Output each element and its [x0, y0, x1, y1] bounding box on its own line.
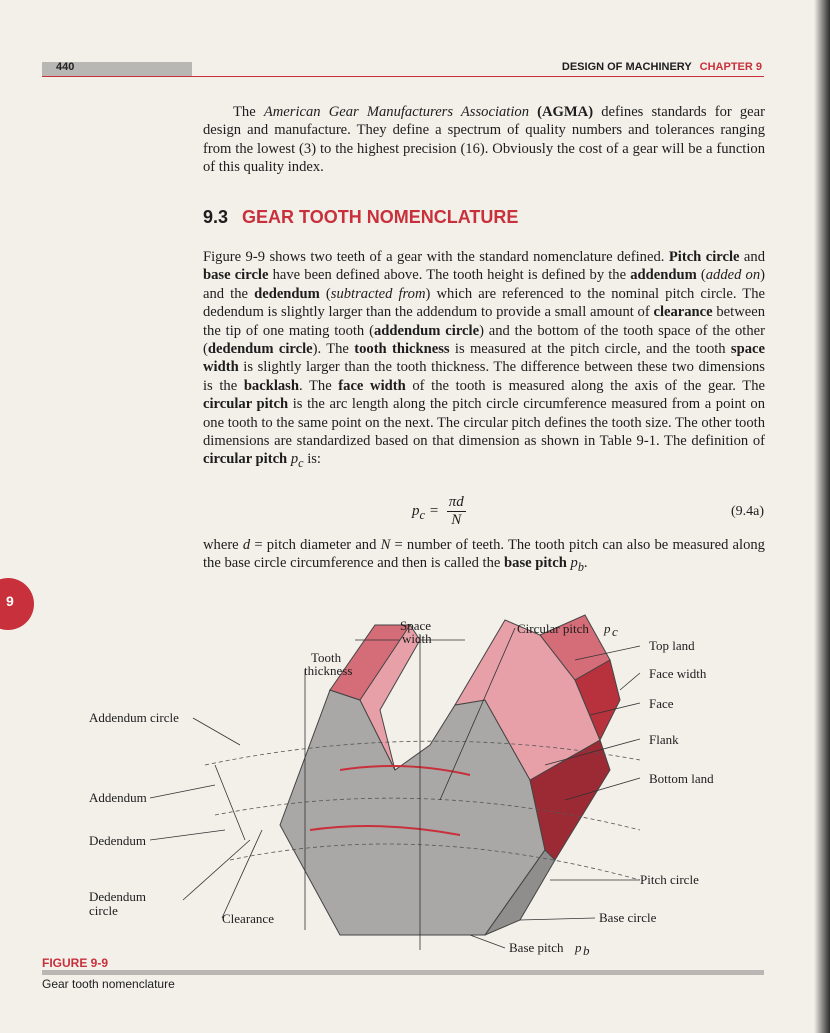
text-run: b — [577, 560, 584, 575]
text-run: Figure 9-9 shows two teeth of a gear with the standard nomenclature defined. — [203, 249, 669, 265]
text-run: Pitch circle — [668, 249, 740, 265]
text-run: of the tooth is measured along the axis of the gear. The — [405, 377, 765, 394]
text-run: dedendum circle — [207, 341, 313, 358]
label-circular-pitch-sym: p — [604, 621, 611, 636]
label-dedendum-circle-2: circle — [89, 903, 118, 918]
chapter-tab-number: 9 — [6, 593, 14, 609]
text-run: ( — [319, 285, 331, 302]
text-run: and — [739, 249, 765, 265]
text-run: tooth thickness — [354, 341, 450, 358]
label-flank: Flank — [649, 732, 679, 747]
label-dedendum: Dedendum — [89, 833, 147, 848]
text-run: dedendum — [254, 285, 320, 302]
label-tooth-thickness-1: Tooth — [311, 650, 342, 665]
text-run: is slightly larger than the tooth thickness. The difference between these two dimensions is the — [203, 359, 765, 394]
figure-caption: Gear tooth nomenclature — [42, 977, 175, 991]
text-run: face width — [338, 377, 406, 394]
eq-lhs: p — [412, 502, 420, 519]
label-face: Face — [649, 696, 674, 711]
eq-lhs-sub: c — [419, 507, 426, 522]
label-addendum-circle: Addendum circle — [89, 710, 179, 725]
text-run: p — [290, 451, 299, 468]
text-run: between the tip of one mating tooth ( — [203, 304, 765, 339]
running-head-title: DESIGN OF MACHINERY — [561, 61, 692, 73]
equation-number: (9.4a) — [730, 504, 764, 519]
intro-abbrev: (AGMA) — [537, 104, 594, 120]
label-bottom-land: Bottom land — [649, 771, 714, 786]
intro-pre: The — [233, 104, 264, 120]
label-face-width: Face width — [649, 666, 707, 681]
text-run: ) and the bottom of the tooth space of the other ( — [203, 322, 765, 358]
text-run: is: — [303, 451, 321, 468]
page-edge-shadow — [814, 0, 830, 1033]
intro-rest: defines standards for gear design and manufacture. They define a spectrum of quality numbers and tolerances ranging from the lowest (3) to the highest precision (16). Obviously the cost of a gear will be a function of this quality index. — [203, 104, 765, 176]
label-base-pitch-sym: p — [575, 940, 582, 955]
text-run: c — [298, 456, 304, 471]
page-number: 440 — [56, 61, 75, 73]
section-title: GEAR TOOTH NOMENCLATURE — [242, 207, 519, 227]
text-run: base pitch — [504, 555, 567, 572]
eq-denominator: N — [451, 512, 462, 528]
intro-org: American Gear Manufacturers Association — [263, 104, 529, 120]
text-run: . The — [298, 377, 339, 394]
label-clearance: Clearance — [222, 911, 274, 926]
text-run: is the arc length along the pitch circle circumference measured from a point on one tooth to the same point on the next. The circular pitch defines the tooth size. The other tooth dimensions are standardized based on that dimension as shown in Table 9-1. The definition of — [203, 396, 765, 450]
figure-rule — [42, 970, 764, 975]
text-run: added on — [705, 267, 761, 284]
text-run: base circle — [203, 267, 269, 284]
text-run: is measured at the pitch circle, and the tooth — [449, 341, 731, 358]
text-run: space width — [203, 341, 765, 376]
text-run: addendum — [630, 267, 697, 284]
label-top-land: Top land — [649, 638, 695, 653]
text-run: ) and the — [203, 267, 765, 302]
text-run: circular pitch — [203, 451, 288, 468]
figure-number: FIGURE 9-9 — [42, 956, 109, 970]
text-run: have been defined above. The tooth height is defined by the — [268, 267, 631, 284]
label-tooth-thickness-2: thickness — [304, 663, 353, 678]
label-circular-pitch: Circular pitch — [517, 621, 589, 636]
label-addendum: Addendum — [89, 790, 147, 805]
label-base-pitch-sub: b — [583, 943, 590, 958]
label-base-pitch: Base pitch — [509, 940, 564, 955]
text-run: N — [380, 537, 391, 553]
text-run: addendum circle — [373, 322, 480, 339]
label-base-circle: Base circle — [599, 910, 657, 925]
section-number: 9.3 — [203, 207, 229, 227]
text-run: d — [242, 537, 251, 553]
text-run: . — [583, 555, 588, 572]
text-run: ). The — [312, 341, 355, 358]
text-run: subtracted from — [330, 285, 426, 302]
circular-pitch-equation: $p_c$ = $\frac{\pi d}{N}$ — [412, 494, 464, 528]
text-run: ) which are referenced to the nominal pitch circle. The dedendum is slightly larger than the addendum to provide a small amount of — [203, 285, 765, 321]
eq-numerator: πd — [448, 494, 464, 510]
text-run: = number of teeth. The tooth pitch can also be measured along the base circle circumference and then is called the — [203, 537, 765, 572]
label-pitch-circle: Pitch circle — [640, 872, 699, 887]
label-dedendum-circle-1: Dedendum — [89, 889, 147, 904]
text-run: where — [203, 537, 243, 553]
running-head-chapter: CHAPTER 9 — [699, 61, 762, 73]
text-run: ( — [696, 267, 706, 284]
label-space-width-2: width — [402, 631, 432, 646]
text-run: = pitch diameter and — [250, 537, 381, 553]
label-space-width-1: Space — [400, 618, 432, 633]
text-run: backlash — [243, 377, 299, 394]
text-run: p — [570, 555, 578, 572]
text-run: circular pitch — [203, 396, 289, 413]
label-circular-pitch-sub: c — [612, 624, 618, 639]
text-run: clearance — [653, 304, 713, 321]
